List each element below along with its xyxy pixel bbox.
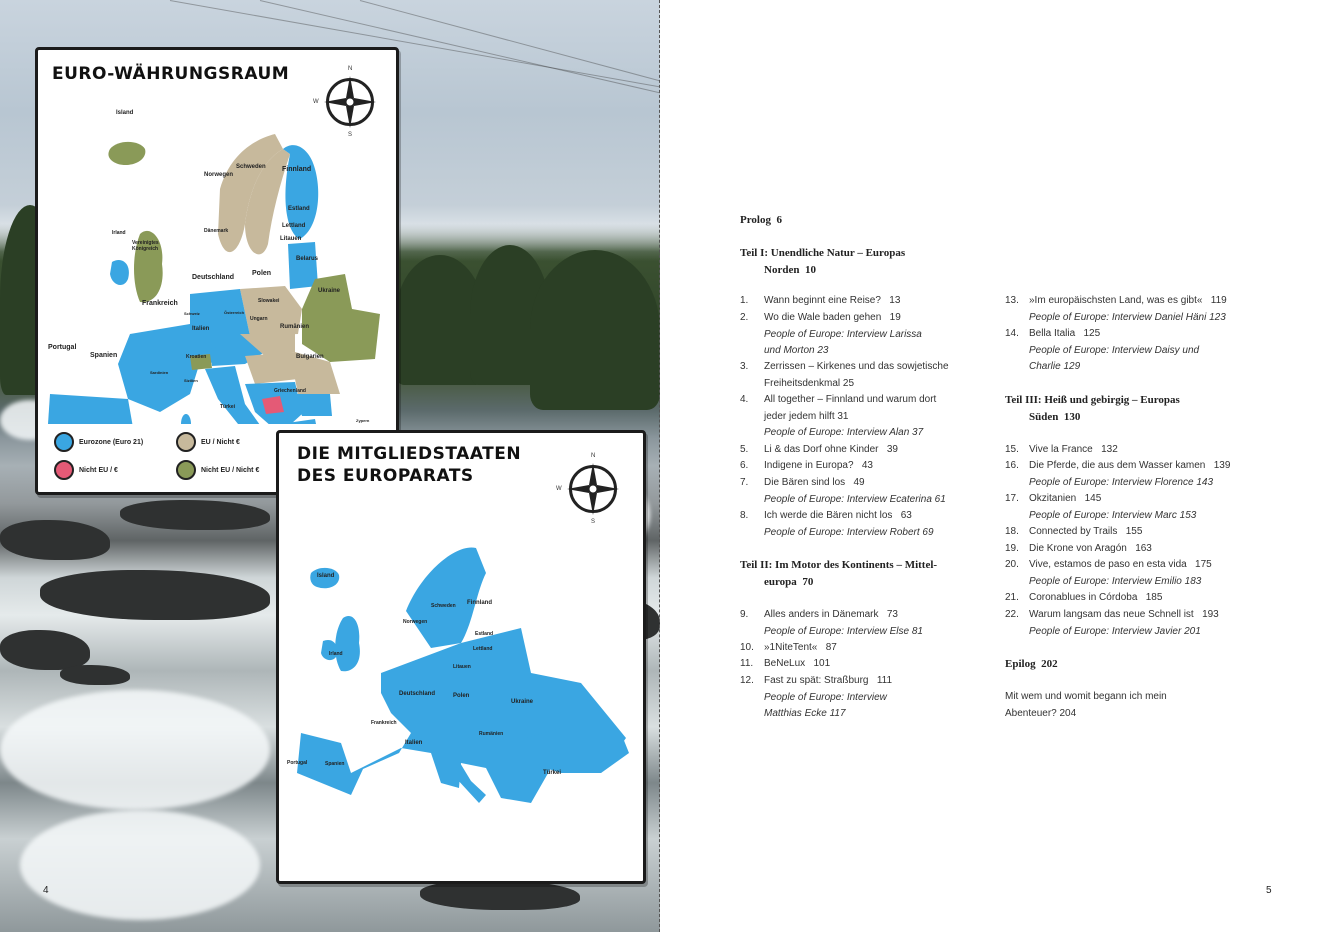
toc-entry-title: BeNeLux — [764, 658, 806, 669]
page-number-right: 5 — [1266, 885, 1272, 896]
toc-interview: People of Europe: Interview Emilio 183 — [1029, 575, 1202, 587]
toc-page-number: 87 — [825, 642, 837, 653]
map-label: Deutschland — [192, 274, 235, 281]
legend-label: EU / Nicht € — [201, 438, 240, 446]
map-label: Lettland — [282, 223, 306, 229]
map-labels — [38, 50, 396, 492]
toc-entry[interactable] — [740, 656, 968, 673]
toc-part-2[interactable] — [740, 557, 937, 590]
toc-prolog-label: Prolog — [740, 214, 771, 226]
map-label: Schweiz — [184, 311, 200, 316]
map-label: Türkei — [543, 770, 562, 776]
toc-part-title-cont: europa — [764, 575, 797, 588]
toc-page-number: 202 — [1041, 658, 1058, 670]
rock — [0, 630, 90, 670]
toc-entry-title: Ich werde die Bären nicht los — [764, 510, 893, 521]
compass-south-label: S — [591, 519, 596, 525]
toc-entry-title: Warum langsam das neue Schnell ist — [1029, 609, 1194, 620]
map-label: Norwegen — [403, 619, 428, 625]
map-label: Finnland — [282, 166, 312, 173]
toc-page-number: 125 — [1083, 328, 1101, 339]
toc-part-title-cont: Süden — [1029, 410, 1059, 423]
toc-entry-title: All together – Finnland und warum dort — [764, 394, 937, 405]
toc-entry-title: Fast zu spät: Straßburg — [764, 675, 869, 686]
map-label: Ukraine — [511, 699, 534, 705]
map-label: Irland — [112, 230, 126, 236]
toc-entry-title: Die Pferde, die aus dem Wasser kamen — [1029, 460, 1206, 471]
map-label: Türkei — [220, 404, 236, 410]
toc-interview: und Morton 23 — [764, 345, 829, 356]
toc-page-number: 70 — [802, 575, 814, 588]
legend-label: Eurozone (Euro 21) — [79, 438, 144, 446]
toc-entry-number: 4. — [740, 394, 749, 405]
map-label: Estland — [288, 206, 310, 212]
map-label: Polen — [453, 693, 470, 699]
toc-page-number: 19 — [889, 312, 901, 323]
toc-entry[interactable] — [1005, 557, 1265, 590]
toc-entry-number: 12. — [740, 675, 754, 686]
toc-entry-number: 5. — [740, 444, 749, 455]
toc-page-number: 119 — [1210, 295, 1227, 306]
toc-entry[interactable] — [740, 442, 968, 459]
toc-entry[interactable] — [1005, 326, 1265, 376]
legend-item-eurozone — [54, 432, 143, 452]
toc-entry-title: Indigene in Europa? — [764, 460, 854, 471]
map-label: Rumänien — [280, 324, 310, 330]
toc-interview: People of Europe: Interview Alan 37 — [764, 427, 924, 438]
map-label: Island — [317, 573, 335, 579]
map-label: Spanien — [325, 761, 345, 767]
toc-page-number: 185 — [1145, 592, 1163, 603]
map-label: Belarus — [296, 256, 319, 262]
toc-entry-title-cont: Freiheitsdenkmal 25 — [764, 377, 855, 389]
toc-entry[interactable] — [740, 392, 968, 442]
map-label: Finnland — [467, 600, 492, 606]
toc-entry-number: 10. — [740, 642, 754, 653]
toc-interview: People of Europe: Interview — [764, 691, 887, 703]
page-number-left: 4 — [43, 885, 49, 896]
map-label: Zypern — [356, 418, 370, 423]
toc-entry[interactable] — [1005, 491, 1265, 524]
power-line — [360, 0, 660, 94]
toc-entry[interactable] — [740, 293, 968, 310]
toc-entry-title: Connected by Trails — [1029, 526, 1118, 537]
legend-swatch — [176, 460, 196, 480]
toc-entry[interactable] — [740, 475, 968, 508]
toc-page-number: 73 — [886, 609, 898, 620]
rock — [40, 570, 270, 620]
map-label: Sardinien — [150, 370, 169, 375]
forest — [530, 250, 660, 410]
toc-entry-number: 13. — [1005, 295, 1019, 306]
toc-epilog[interactable] — [1005, 656, 1058, 673]
toc-part-3[interactable] — [1005, 392, 1180, 425]
map-label: Slowakei — [258, 298, 280, 304]
map-label: Estland — [475, 631, 494, 637]
legend-item-eu-not-euro — [176, 432, 240, 452]
legend-swatch — [176, 432, 196, 452]
toc-entry-title: Die Krone von Aragón — [1029, 543, 1127, 554]
toc-entry[interactable] — [740, 673, 968, 723]
toc-interview: People of Europe: Interview Ecaterina 61 — [764, 493, 946, 505]
map-label: Portugal — [48, 344, 77, 351]
map-label: Irland — [329, 651, 343, 657]
toc-entry-title-cont: jeder jedem hilft 31 — [764, 410, 849, 422]
toc-entry-number: 9. — [740, 609, 749, 620]
map-label: Ukraine — [318, 288, 341, 294]
map-label: Litauen — [280, 236, 302, 242]
map-label: Spanien — [90, 352, 118, 359]
map-label: Italien — [192, 326, 210, 332]
water-foam — [20, 810, 260, 920]
toc-interview: Charlie 129 — [1029, 361, 1081, 372]
toc-entry[interactable] — [1005, 607, 1265, 640]
toc-entry-number: 3. — [740, 361, 749, 372]
toc-entry-title: »Im europäischsten Land, was es gibt« — [1029, 295, 1203, 306]
map-label: Ungarn — [250, 316, 268, 322]
toc-entry-title: »1NiteTent« — [764, 642, 818, 653]
map-label: Schweden — [431, 603, 456, 609]
toc-interview: People of Europe: Interview Robert 69 — [764, 526, 934, 538]
toc-interview: Matthias Ecke 117 — [764, 708, 846, 719]
map-label: Dänemark — [204, 228, 229, 234]
toc-entry-title: Wann beginnt eine Reise? — [764, 295, 881, 306]
legend-label: Nicht EU / € — [79, 466, 118, 474]
compass-south-label: S — [348, 132, 353, 138]
toc-part-title: Teil III: Heiß und gebirgig – Europas — [1005, 394, 1180, 406]
toc-interview: People of Europe: Interview Larissa — [764, 328, 922, 340]
toc-entry-title: Vive, estamos de paso en esta vida — [1029, 559, 1187, 570]
toc-page-number: 163 — [1135, 543, 1152, 554]
euro-area-map-card — [35, 47, 399, 495]
compass-north-label: N — [348, 66, 353, 72]
map-label: Lettland — [473, 646, 493, 652]
rock — [0, 520, 110, 560]
rock — [120, 500, 270, 530]
toc-page-number: 111 — [876, 675, 893, 686]
toc-entry-number: 14. — [1005, 328, 1019, 339]
toc-page-number: 145 — [1084, 493, 1102, 504]
water-foam — [0, 690, 270, 810]
toc-entry-title: Bella Italia — [1029, 328, 1076, 339]
toc-interview: People of Europe: Interview Florence 143 — [1029, 476, 1213, 488]
toc-entry-title: Wo die Wale baden gehen — [764, 312, 882, 323]
toc-entry-number: 21. — [1005, 592, 1019, 603]
toc-entry[interactable] — [1005, 458, 1265, 491]
toc-entry-number: 16. — [1005, 460, 1019, 471]
map-label: Schweden — [236, 164, 266, 170]
toc-page-number: 6 — [776, 214, 782, 226]
toc-page-number: 49 — [853, 477, 865, 488]
toc-entry-number: 6. — [740, 460, 749, 471]
legend-swatch — [54, 460, 74, 480]
council-of-europe-title: DIE MITGLIEDSTAATEN DES EUROPARATS — [297, 444, 522, 486]
toc-page-number: 132 — [1101, 444, 1118, 455]
toc-entry[interactable] — [740, 607, 968, 640]
map-label: Deutschland — [399, 691, 436, 697]
compass-west-label: W — [313, 99, 319, 105]
toc-entry[interactable] — [740, 310, 968, 360]
toc-prolog[interactable] — [740, 212, 782, 229]
map-label: Österreich — [224, 310, 245, 315]
map-label: Vereinigtes Königreich — [132, 240, 159, 252]
toc-entry[interactable] — [1005, 541, 1265, 558]
map-label: Sizilien — [184, 378, 198, 383]
toc-part-title-cont: Norden — [764, 263, 800, 276]
toc-interview: People of Europe: Interview Daniel Häni 123 — [1029, 311, 1226, 323]
toc-entry[interactable] — [740, 458, 968, 475]
toc-entry[interactable] — [1005, 524, 1265, 541]
toc-page-number: 155 — [1125, 526, 1143, 537]
compass-west-label: W — [556, 486, 562, 492]
toc-page-number: 10 — [804, 263, 816, 276]
toc-entry[interactable] — [1005, 590, 1265, 607]
map-label: Norwegen — [204, 172, 234, 178]
toc-entry-title: Coronablues in Córdoba — [1029, 592, 1138, 603]
map-label: Portugal — [287, 760, 308, 766]
map-label: Polen — [252, 270, 272, 277]
toc-entry-number: 20. — [1005, 559, 1019, 570]
compass-north-label: N — [591, 453, 596, 459]
toc-entry-title: Okzitanien — [1029, 493, 1077, 504]
legend-item-not-eu-euro — [54, 460, 118, 480]
toc-page-number: 39 — [886, 444, 898, 455]
map-label: Frankreich — [142, 300, 178, 307]
toc-entry[interactable] — [1005, 293, 1265, 326]
toc-page-number: 63 — [900, 510, 912, 521]
legend-item-not-eu-not-euro — [176, 460, 259, 480]
toc-part-title: Teil II: Im Motor des Kontinents – Mittel- — [740, 559, 938, 571]
toc-part-1[interactable] — [740, 245, 905, 278]
map-label: Italien — [405, 740, 423, 746]
toc-entry-number: 11. — [740, 658, 754, 669]
toc-entry-title: Vive la France — [1029, 444, 1093, 455]
map-label: Bulgarien — [296, 354, 324, 360]
toc-page-number: 43 — [861, 460, 873, 471]
toc-page-number: 139 — [1213, 460, 1231, 471]
rock — [420, 880, 580, 910]
map-label: Rumänien — [479, 731, 504, 737]
toc-page-number: 13 — [889, 295, 901, 306]
toc-entry-number: 22. — [1005, 609, 1019, 620]
page-fold-line — [659, 0, 660, 932]
toc-entry-number: 19. — [1005, 543, 1019, 554]
toc-entry-title: Zerrissen – Kirkenes und das sowjetische — [764, 361, 949, 372]
toc-part-title: Teil I: Unendliche Natur – Europas — [740, 247, 906, 259]
toc-entry-title: Li & das Dorf ohne Kinder — [764, 444, 879, 455]
map-label: Frankreich — [371, 720, 397, 726]
toc-entry-number: 18. — [1005, 526, 1019, 537]
legend-label: Nicht EU / Nicht € — [201, 466, 260, 474]
toc-page-number: 175 — [1195, 559, 1212, 570]
toc-entry-number: 1. — [740, 295, 749, 306]
toc-entry[interactable] — [740, 640, 968, 657]
toc-entry-number: 8. — [740, 510, 749, 521]
map-labels — [279, 433, 643, 881]
toc-entry[interactable] — [740, 508, 968, 541]
toc-page-number: 101 — [813, 658, 831, 669]
toc-entry[interactable] — [1005, 442, 1265, 459]
toc-entry-number: 17. — [1005, 493, 1019, 504]
rock — [60, 665, 130, 685]
toc-interview: People of Europe: Interview Else 81 — [764, 625, 923, 637]
toc-interview: People of Europe: Interview Javier 201 — [1029, 625, 1201, 637]
toc-entry-number: 7. — [740, 477, 749, 488]
toc-entry-title: Die Bären sind los — [764, 477, 846, 488]
toc-entry[interactable] — [740, 359, 968, 392]
map-label: Island — [116, 110, 134, 116]
toc-interview: People of Europe: Interview Daisy und — [1029, 344, 1200, 356]
toc-entry-number: 2. — [740, 312, 749, 323]
toc-page-number: 193 — [1202, 609, 1219, 620]
map-label: Griechenland — [274, 388, 306, 394]
toc-entry-title: Alles anders in Dänemark — [764, 609, 879, 620]
council-of-europe-map-card — [276, 430, 646, 884]
map-label: Litauen — [453, 664, 471, 670]
toc-entry-number: 15. — [1005, 444, 1019, 455]
toc-epilog-text[interactable]: Mit wem und womit begann ich mein Abenteuer? 204 — [1005, 691, 1167, 719]
map-label: Kroatien — [186, 354, 207, 360]
toc-page-number: 130 — [1063, 410, 1081, 423]
legend-swatch — [54, 432, 74, 452]
toc-epilog-label: Epilog — [1005, 658, 1036, 670]
toc-interview: People of Europe: Interview Marc 153 — [1029, 509, 1197, 521]
euro-area-title: EURO-WÄHRUNGSRAUM — [52, 64, 290, 84]
